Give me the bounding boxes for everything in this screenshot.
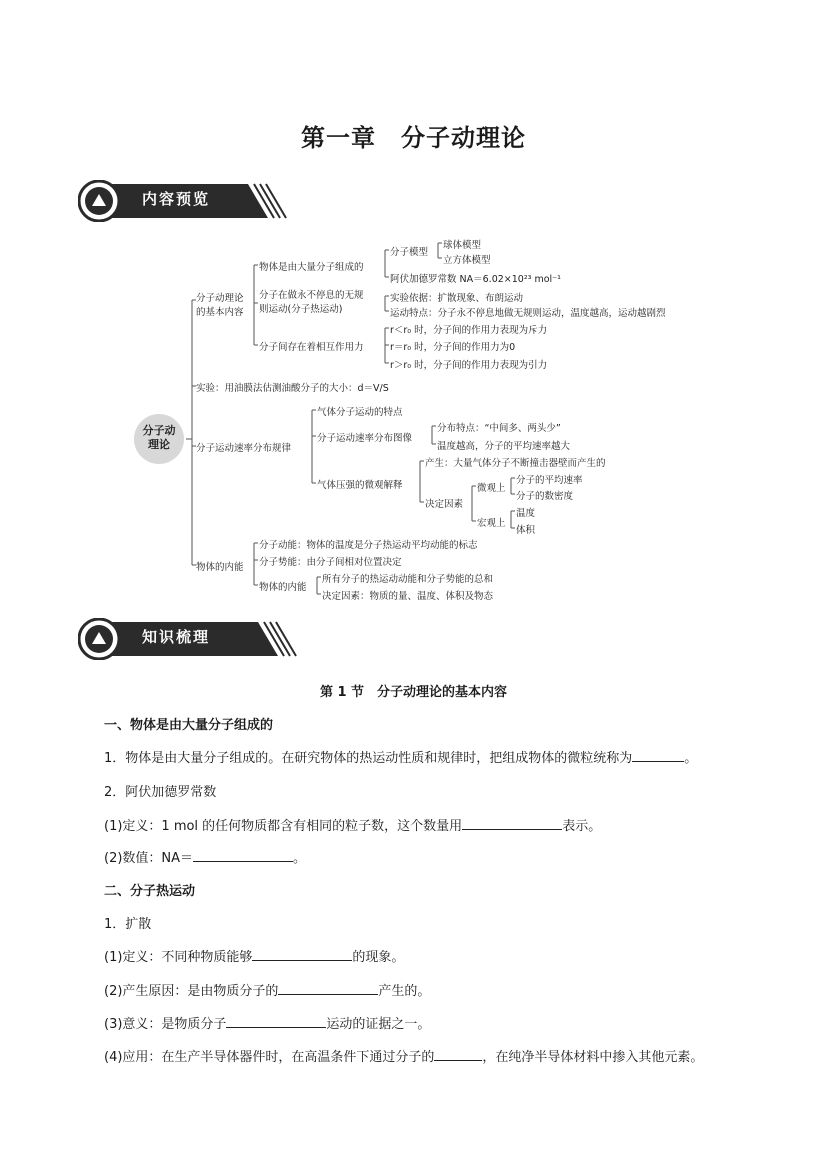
review-banner — [78, 618, 288, 660]
node-cube-model: 立方体模型 — [443, 255, 491, 266]
node-distribution-graph: 分子运动速率分布图像 — [317, 433, 413, 444]
heading-2: 二、分子热运动 — [104, 884, 196, 899]
paragraph-4: (2)数值：NA＝ 。 — [104, 851, 307, 866]
blank-5[interactable] — [278, 982, 378, 995]
node-many-molecules: 物体是由大量分子组成的 — [259, 262, 364, 273]
node-motion-feature: 运动特点：分子永不停息地做无规则运动，温度越高，运动越剧烈 — [390, 308, 666, 319]
node-sphere-model: 球体模型 — [443, 240, 482, 251]
node-deciding-factors: 决定因素 — [425, 499, 464, 510]
blank-2[interactable] — [462, 817, 562, 830]
center-line-1: 分子动 — [142, 424, 176, 437]
blank-3[interactable] — [193, 849, 293, 862]
node-experiment-basis: 实验依据：扩散现象、布朗运动 — [390, 293, 524, 304]
node-temperature: 温度 — [516, 508, 536, 519]
node-potential-energy: 分子势能：由分子间相对位置决定 — [259, 557, 402, 568]
mindmap-center-node — [134, 414, 184, 464]
node-pressure-origin: 产生：大量气体分子不断撞击器壁而产生的 — [425, 458, 606, 469]
node-volume: 体积 — [516, 525, 536, 536]
node-gas-feature: 气体分子运动的特点 — [317, 407, 403, 418]
paragraph-5: 1．扩散 — [104, 917, 152, 932]
node-r-less: r＜r₀ 时，分子间的作用力表现为斥力 — [390, 325, 548, 336]
branch-speed-distribution: 分子运动速率分布规律 — [196, 443, 292, 454]
node-kinetic-energy: 分子动能：物体的温度是分子热运动平均动能的标志 — [259, 540, 478, 551]
blank-1[interactable] — [632, 749, 684, 762]
branch-line-2: 的基本内容 — [196, 307, 244, 318]
branch-internal-energy: 物体的内能 — [196, 562, 244, 573]
heading-1: 一、物体是由大量分子组成的 — [104, 718, 274, 733]
paragraph-9: (4)应用：在生产半导体器件时，在高温条件下通过分子的 ，在纯净半导体材料中掺入其他元素。 — [104, 1050, 704, 1065]
paragraph-2: 2．阿伏加德罗常数 — [104, 785, 217, 800]
node-object-energy: 物体的内能 — [259, 582, 307, 593]
section-title: 第 1 节 分子动理论的基本内容 — [319, 685, 508, 700]
review-banner-label: 知识梳理 — [142, 628, 211, 646]
node-macroscopic: 宏观上 — [477, 518, 506, 529]
node-energy-factors: 决定因素：物质的量、温度、体积及物态 — [322, 591, 494, 602]
node-energy-sum: 所有分子的热运动动能和分子势能的总和 — [322, 574, 494, 585]
node-number-density: 分子的数密度 — [516, 491, 574, 502]
node-molecule-model: 分子模型 — [390, 247, 429, 258]
node-r-equal: r＝r₀ 时，分子间的作用力为0 — [390, 342, 516, 353]
node-microscopic: 微观上 — [477, 483, 506, 494]
blank-7[interactable] — [434, 1048, 482, 1061]
branch-oil-film: 实验：用油膜法估测油酸分子的大小：d＝V/S — [196, 383, 389, 394]
node-line-2: 则运动(分子热运动) — [259, 304, 343, 315]
branch-basic-content — [196, 292, 244, 320]
node-gas-pressure: 气体压强的微观解释 — [317, 480, 403, 491]
paragraph-8: (3)意义：是物质分子 运动的证据之一。 — [104, 1017, 431, 1032]
node-avg-speed: 分子的平均速率 — [516, 475, 583, 486]
preview-banner-label: 内容预览 — [142, 190, 211, 208]
node-interaction-force: 分子间存在着相互作用力 — [259, 342, 364, 353]
node-temperature-higher: 温度越高，分子的平均速率越大 — [437, 441, 571, 452]
center-line-2: 理论 — [148, 438, 170, 451]
blank-6[interactable] — [226, 1015, 326, 1028]
chapter-title: 第一章 分子动理论 — [301, 124, 526, 152]
paragraph-3: (1)定义：1 mol 的任何物质都含有相同的粒子数，这个数量用 表示。 — [104, 819, 602, 834]
node-r-greater: r＞r₀ 时，分子间的作用力表现为引力 — [390, 360, 548, 371]
node-avogadro: 阿伏加德罗常数 NA＝6.02×10²³ mol⁻¹ — [390, 274, 561, 285]
branch-line-1: 分子动理论 — [196, 293, 244, 304]
node-distribution-feature: 分布特点：“中间多、两头少” — [437, 423, 561, 434]
blank-4[interactable] — [252, 948, 352, 961]
paragraph-1: 1．物体是由大量分子组成的。在研究物体的热运动性质和规律时，把组成物体的微粒统称为 。 — [104, 751, 698, 766]
paragraph-6: (1)定义：不同种物质能够 的现象。 — [104, 950, 405, 965]
node-thermal-motion — [259, 289, 364, 317]
node-line-1: 分子在做永不停息的无规 — [259, 290, 364, 301]
paragraph-7: (2)产生原因：是由物质分子的 产生的。 — [104, 984, 431, 999]
